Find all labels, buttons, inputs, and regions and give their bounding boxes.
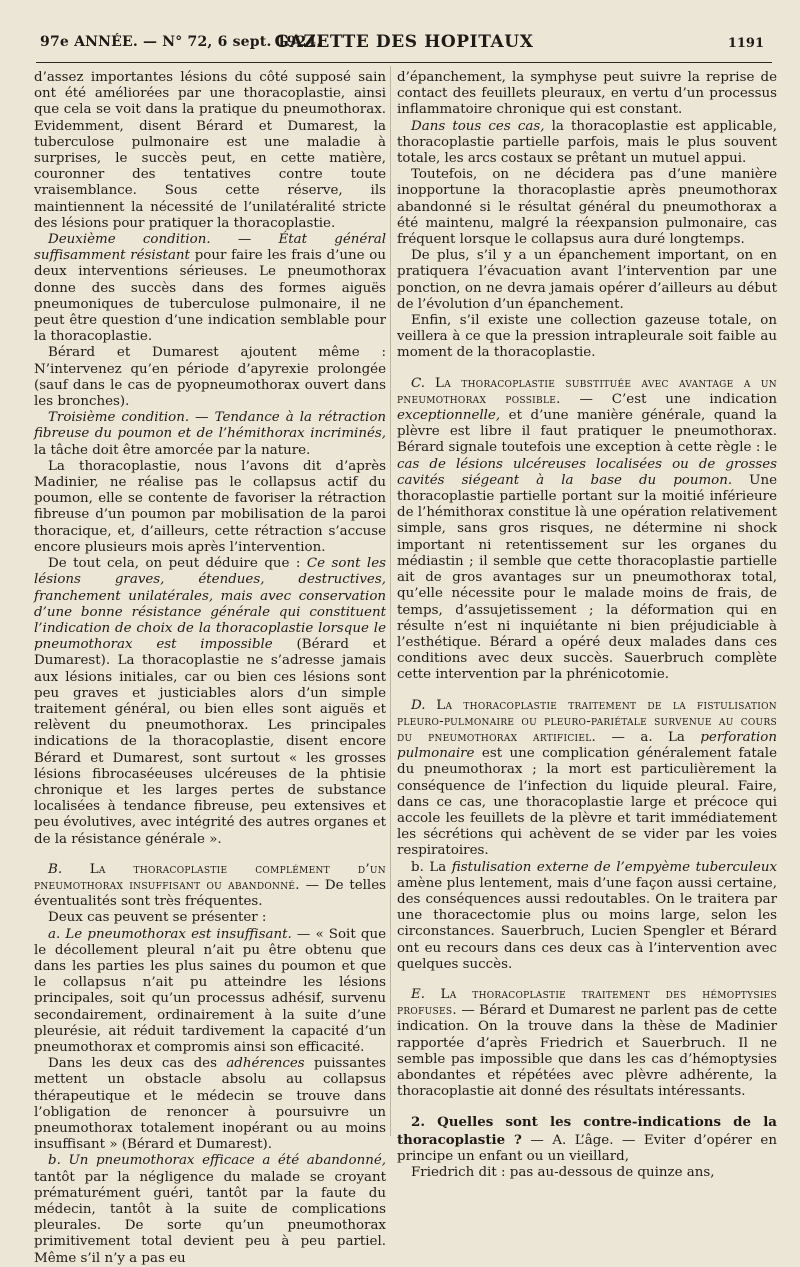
paragraph: Bérard et Dumarest ajoutent même : N’intervenez qu’en période d’apyrexie prolongée (sauf dans le cas de pyopneumothorax ouvert dans les bronches). [34, 345, 386, 410]
page-number: 1191 [727, 36, 764, 51]
column-divider [390, 66, 391, 1136]
page-header [36, 28, 772, 63]
section-d: D. La thoracoplastie traitement de la fistulisation pleuro-pulmonaire ou pleuro-pariétale survenue au cours du pneumothorax artificiel. — a. La perforation pulmonaire est une complication généralement fatale du pneumothorax ; la mort est particulièrement la conséquence de l’infection du liquide pleural. Faire, dans ce cas, une thoracoplastie large et précoce qui accole les feuillets de la plèvre et tarit immédiatement les sécrétions qui achèvent de se vider par les voies respiratoires. [397, 697, 777, 859]
paragraph: b. Un pneumothorax efficace a été abandonné, tantôt par la négligence du malade se croyant prématurément guéri, tantôt par la faute du médecin, tantôt à la suite de complications pleurales. De sorte qu’un pneumothorax primitivement total devient peu à peu partiel. Même s’il n’y a pas eu [34, 1153, 386, 1266]
paragraph: b. La fistulisation externe de l’empyème tuberculeux amène plus lentement, mais d’une façon aussi certaine, des conséquences aussi redoutables. On le traitera par une thoracectomie plus ou moins large, selon les circonstances. Sauerbruch, Lucien Spengler et Bérard ont eu recours dans ces deux cas à l’intervention avec quelques succès. [397, 859, 777, 972]
section-b: B. La thoracoplastie complément d’un pneumothorax insuffisant ou abandonné. — De telles éventualités sont très fréquentes. [34, 861, 386, 910]
section-c: C. La thoracoplastie substituée avec avantage a un pneumothorax possible. — C’est une indication exceptionnelle, et d’une manière générale, quand la plèvre est libre il faut pratiquer le pneumothorax. Bérard signale toutefois une exception à cette règle : le cas de lésions ulcéreuses localisées ou de grosses cavités siégeant à la base du poumon. Une thoracoplastie partielle portant sur la moitié inférieure de l’hémithorax constitue là une opération relativement simple, sans gros risques, ne détermine ni shock important ni retentissement sur les organes du médiastin ; il semble que cette thoracoplastie partielle ait de gros avantages sur un pneumothorax total, qu’elle nécessite pour le malade moins de frais, de temps, d’assujetissement ; la déformation qui en résulte n’est ni inquiétante ni bien préjudiciable à l’esthétique. Bérard a opéré deux malades dans ces conditions avec deux succès. Sauerbruch complète cette intervention par la phrénicotomie. [397, 375, 777, 683]
paragraph: Enfin, s’il existe une collection gazeuse totale, on veillera à ce que la pression intrapleurale soit faible au moment de la thoracoplastie. [397, 313, 777, 361]
issue-info: 97e ANNÉE. — N° 72, 6 sept. 1924. [40, 34, 322, 50]
section-heading: La thoracoplastie substituée avec avantage a un pneumothorax possible. [397, 375, 777, 407]
paragraph: De tout cela, on peut déduire que : Ce sont les lésions graves, étendues, destructives, franchement unilatérales, mais avec conservation d’une bonne résistance générale qui constituent l’indication de choix de la thoracoplastie lorsque le pneumothorax est impossible (Bérard et Dumarest). La thoracoplastie ne s’adresse jamais aux lésions initiales, car ou bien ces lésions sont peu graves et justiciables alors d’un simple traitement général, ou bien elles sont aiguës et relèvent du pneumothorax. Les principales indications de la thoracoplastie, disent encore Bérard et Dumarest, sont surtout « les grosses lésions fibrocaséeuses ulcéreuses de la phtisie chronique et les larges pertes de substance localisées à tendance fibreuse, peu extensives et peu évolutives, avec intégrité des autres organes et de la résistance générale ». [34, 556, 387, 847]
paragraph: Friedrich dit : pas au-dessous de quinze ans, [411, 1165, 715, 1180]
paragraph: Toutefois, on ne décidera pas d’une manière inopportune la thoracoplastie après pneumothorax abandonné si le résultat général du pneumothorax a été maintenu, malgré la réexpansion pulmonaire, cas fréquent lorsque le collapsus aura duré longtemps. [397, 167, 777, 248]
paragraph: Dans les deux cas des adhérences puissantes mettent un obstacle absolu au collapsus thérapeutique et le médecin se trouve dans l’obligation de renoncer à poursuivre un pneumothorax totalement inopérant ou au moins insuffisant » (Bérard et Dumarest). [34, 1056, 387, 1153]
section-heading: La thoracoplastie complément d’un pneumothorax insuffisant ou abandonné. [34, 861, 386, 893]
section-heading: La thoracoplastie traitement de la fistulisation pleuro-pulmonaire ou pleuro-pariétale survenue au cours du pneumothorax artificiel. [397, 697, 777, 745]
paragraph: d’assez importantes lésions du côté supposé sain ont été améliorées par une thoracoplastie, ainsi que cela se voit dans la pratique du pneumothorax. Evidemment, disent Bérard et Dumarest, la tuberculose pulmonaire est une maladie à surprises, le succès peut, en cette matière, couronner des tentatives contre toute vraisemblance. Sous cette réserve, ils maintiennent la nécessité de l’unilatéralité stricte des lésions pour pratiquer la thoracoplastie. [34, 70, 386, 231]
left-column [34, 70, 386, 1267]
condition-heading: Deuxième condition. — État général suffisamment résistant [34, 232, 386, 264]
paragraph: La thoracoplastie, nous l’avons dit d’après Madinier, ne réalise pas le collapsus actif du poumon, elle se contente de favoriser la rétraction fibreuse d’un poumon par mobilisation de la paroi thoracique, et, d’ailleurs, cette rétraction s’accuse encore plusieurs mois après l’intervention. [34, 458, 386, 555]
paragraph: Deuxième condition. — État général suffisamment résistant pour faire les frais d’une ou deux interventions sérieuses. Le pneumothorax donne des succès dans des formes aiguës pneumoniques de tuberculose pulmonaire, il ne peut être question d’une indication semblable pour la thoracoplastie. [34, 232, 386, 345]
right-column [397, 70, 777, 1181]
paragraph: Dans tous ces cas, la thoracoplastie est applicable, thoracoplastie partielle parfois, mais le plus souvent totale, les arcs costaux se prêtant un mutuel appui. [397, 118, 777, 167]
journal-title: GAZETTE DES HOPITAUX [274, 32, 534, 52]
paragraph: De plus, s’il y a un épanchement important, on en pratiquera l’évacuation avant l’intervention par une ponction, on ne devra jamais opérer d’ailleurs au début de l’évolution d’un épanchement. [397, 248, 777, 312]
paragraph: a. Le pneumothorax est insuffisant. — « Soit que le décollement pleural n’ait pu être obtenu que dans les parties les plus saines du poumon et que le collapsus n’ait pu atteindre les lésions principales, soit qu’un processus adhésif, survenu secondairement, ordinairement à la suite d’une pleurésie, ait réduit tardivement la capacité d’un pneumothorax et compromis ainsi son efficacité. [34, 926, 386, 1055]
section-heading: La thoracoplastie traitement des hémoptysies profuses. [397, 986, 778, 1019]
condition-heading: Troisième condition. — Tendance à la rétraction fibreuse du poumon et de l’hémithorax incriminés, [34, 410, 386, 442]
paragraph: Troisième condition. — Tendance à la rétraction fibreuse du poumon et de l’hémithorax incriminés, la tâche doit être amorcée par la nature. [34, 410, 386, 458]
section-heading: 2. Quelles sont les contre-indications de la thoracoplastie ? [397, 1114, 777, 1148]
paragraph: Deux cas peuvent se présenter : [48, 910, 267, 926]
section-2: 2. Quelles sont les contre-indications de la thoracoplastie ? — A. L’âge. — Eviter d’opérer en principe un enfant ou un vieillard, [397, 1114, 777, 1164]
paragraph: d’épanchement, la symphyse peut suivre la reprise de contact des feuillets pleuraux, en vertu d’un processus inflammatoire chronique qui est constant. [397, 70, 777, 118]
section-e: E. La thoracoplastie traitement des hémoptysies profuses. — Bérard et Dumarest ne parlent pas de cette indication. On la trouve dans la thèse de Madinier rapportée d’après Friedrich et Sauerbruch. Il ne semble pas impossible que dans les cas d’hémoptysies abondantes et répétées avec plèvre adhérente, la thoracoplastie ait donné des résultats intéressants. [397, 986, 778, 1100]
